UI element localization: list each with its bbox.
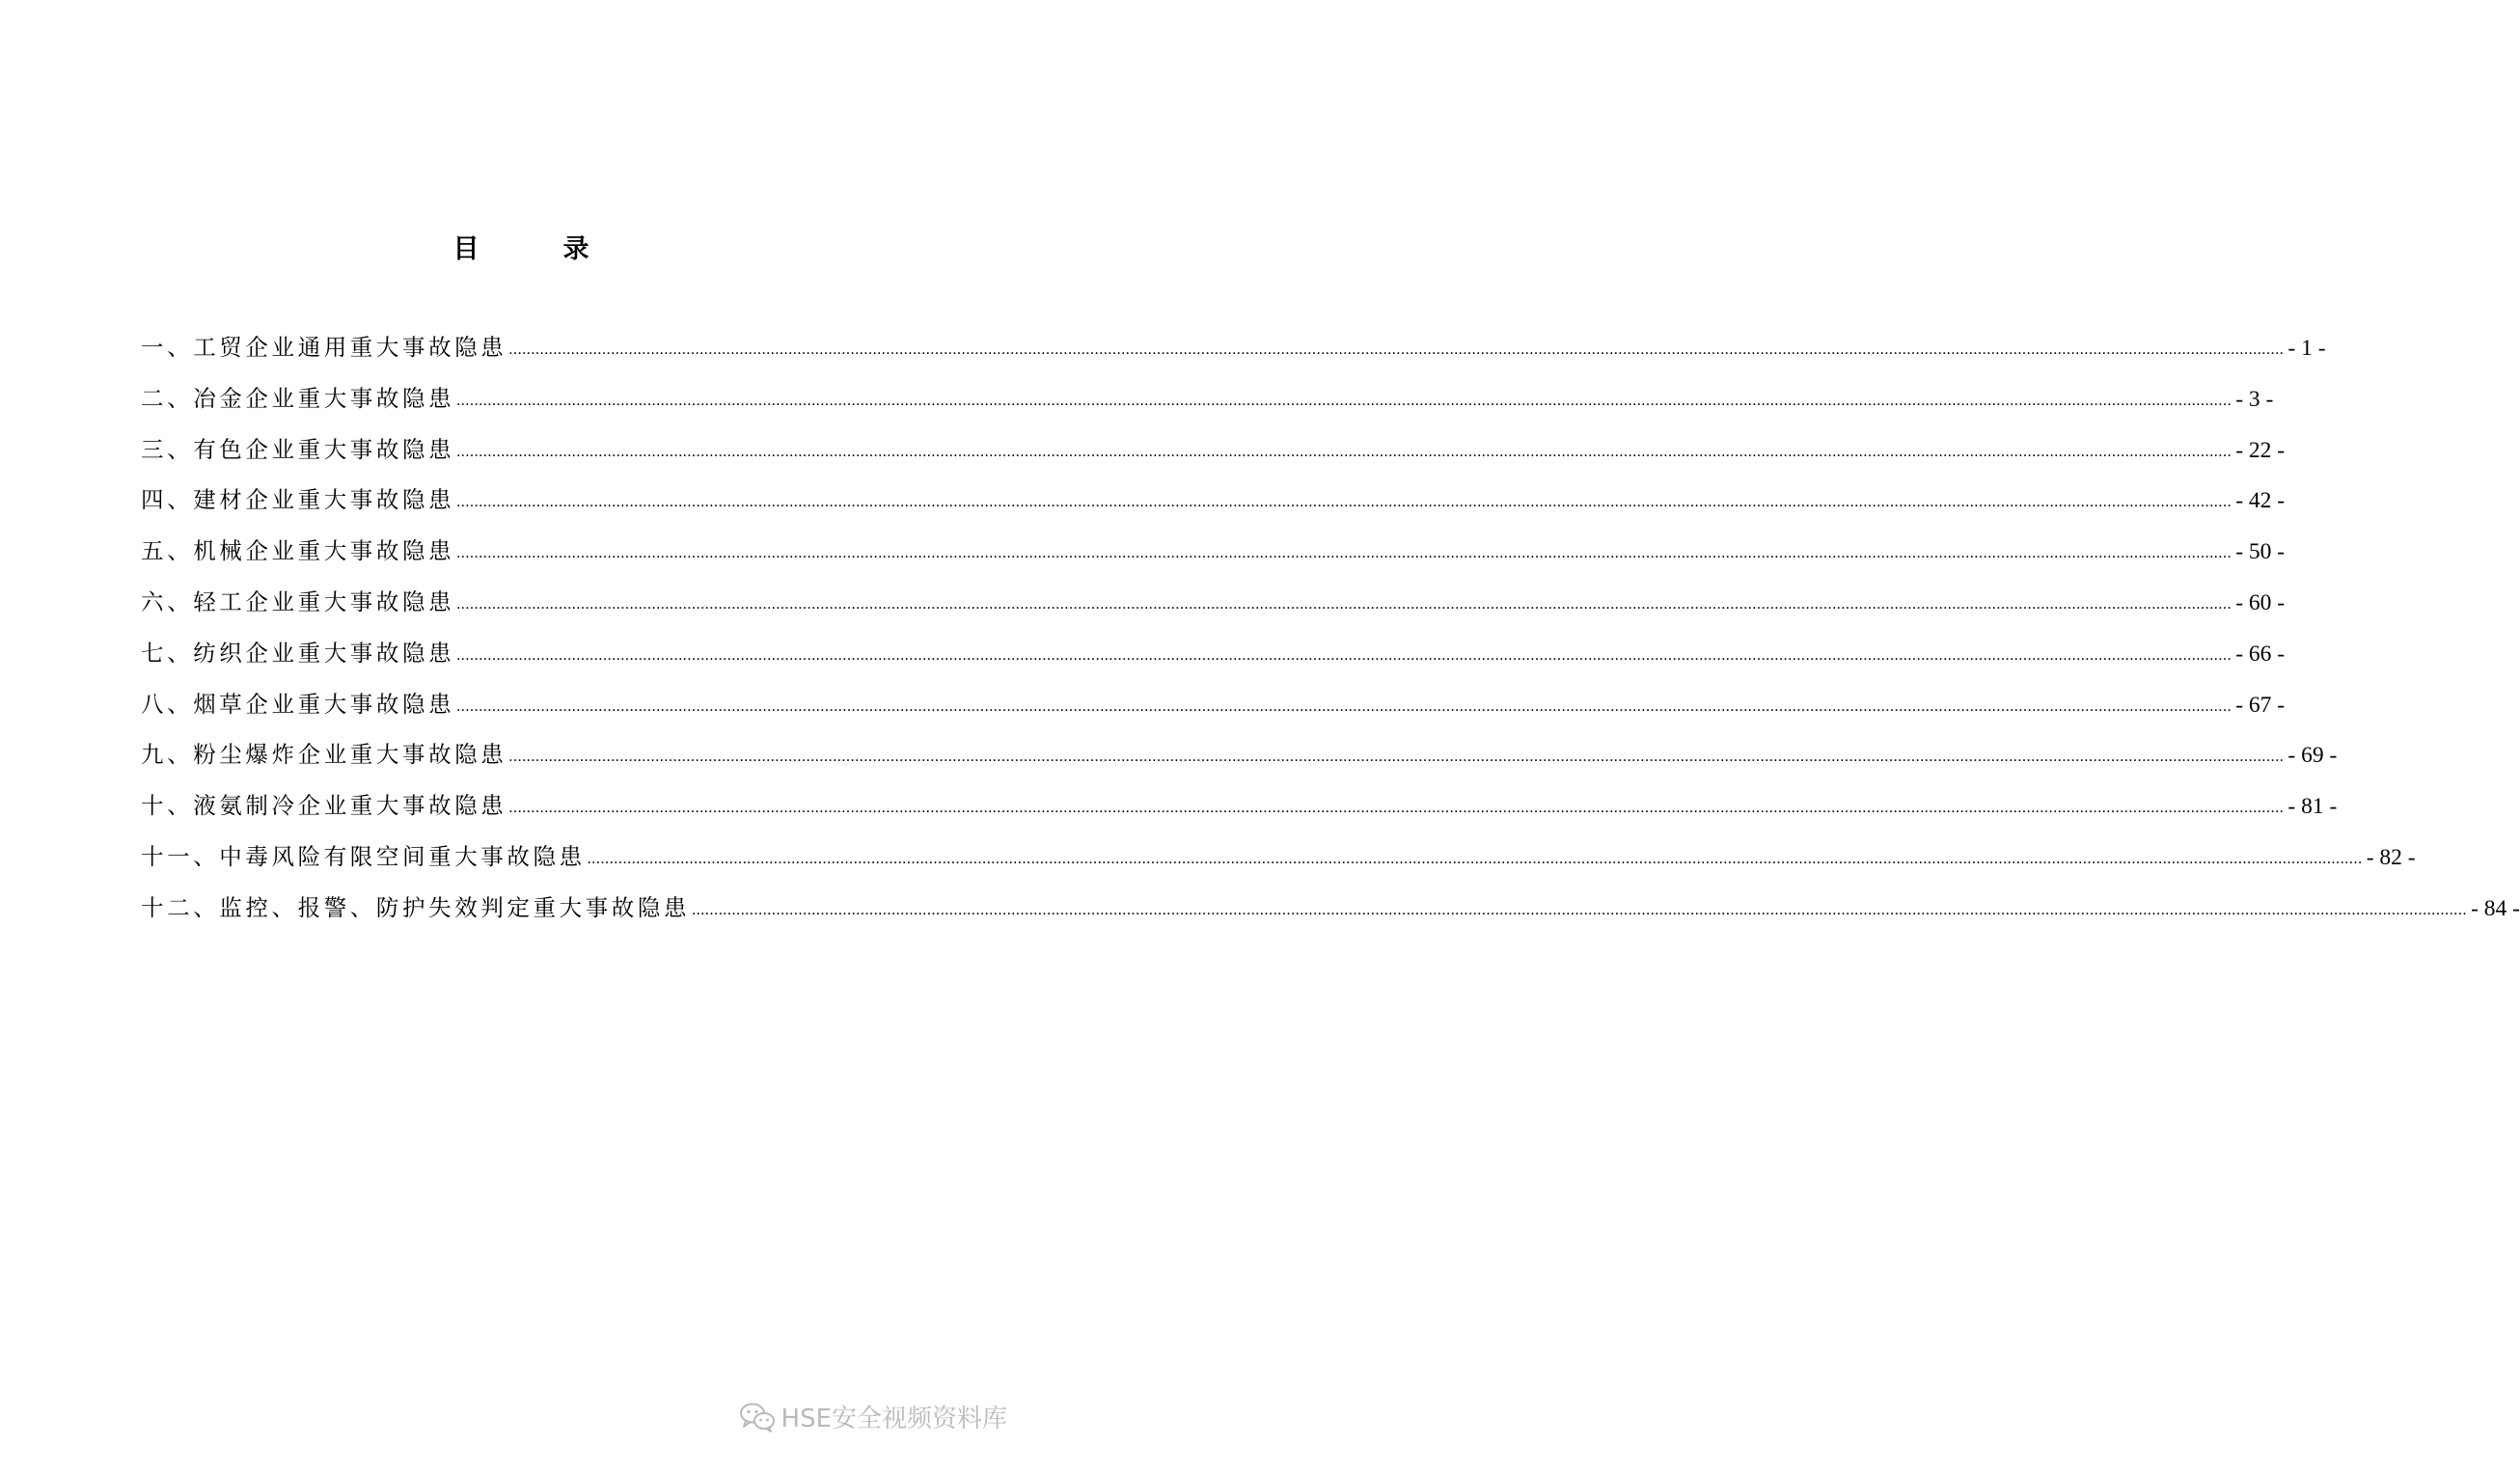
toc-entry[interactable] <box>141 577 2286 628</box>
toc-entry-label: 九、粉尘爆炸企业重大事故隐患 <box>141 741 507 769</box>
toc-entry-page: - 66 - <box>2235 641 2286 667</box>
toc-entry-page: - 84 - <box>2471 895 2520 921</box>
toc-entry[interactable] <box>141 526 2286 577</box>
toc-entry-page: - 3 - <box>2235 386 2274 412</box>
toc-entry[interactable] <box>141 832 2416 883</box>
toc-leader-dots: ................................................................................................................................................................................................................................................................................................................................................................................................................ <box>692 901 2468 918</box>
toc-leader-dots: ................................................................................................................................................................................................................................................................................................................................................................................................................ <box>456 545 2232 562</box>
watermark-text: HSE安全视频资料库 <box>781 1405 1007 1433</box>
toc-entry-page: - 50 - <box>2235 539 2286 565</box>
toc-entry-label: 六、轻工企业重大事故隐患 <box>141 587 455 615</box>
toc-entry[interactable] <box>141 883 2520 934</box>
toc-entry-label: 四、建材企业重大事故隐患 <box>141 486 455 514</box>
toc-list <box>141 322 2520 934</box>
toc-entry-label: 十二、监控、报警、防护失效判定重大事故隐患 <box>141 893 691 921</box>
toc-leader-dots: ................................................................................................................................................................................................................................................................................................................................................................................................................ <box>456 443 2232 460</box>
watermark <box>739 1399 1007 1434</box>
toc-entry-label: 一、工贸企业通用重大事故隐患 <box>141 334 507 361</box>
toc-entry[interactable] <box>141 373 2274 424</box>
wechat-icon <box>739 1402 776 1432</box>
toc-entry[interactable] <box>141 628 2286 679</box>
toc-entry-page: - 42 - <box>2235 488 2286 514</box>
toc-entry[interactable] <box>141 729 2338 780</box>
toc-entry-label: 十、液氨制冷企业重大事故隐患 <box>141 792 507 820</box>
toc-entry-label: 十一、中毒风险有限空间重大事故隐患 <box>141 842 586 870</box>
toc-entry[interactable] <box>141 322 2326 373</box>
toc-entry[interactable] <box>141 424 2286 476</box>
toc-title: 目 录 <box>452 234 618 264</box>
toc-entry-label: 二、冶金企业重大事故隐患 <box>141 384 455 412</box>
toc-entry-page: - 67 - <box>2235 692 2286 718</box>
toc-entry-page: - 1 - <box>2287 336 2326 361</box>
toc-leader-dots: ................................................................................................................................................................................................................................................................................................................................................................................................................ <box>456 697 2232 715</box>
toc-leader-dots: ................................................................................................................................................................................................................................................................................................................................................................................................................ <box>508 749 2285 766</box>
toc-entry[interactable] <box>141 475 2286 526</box>
toc-entry-page: - 22 - <box>2235 437 2286 463</box>
toc-entry-page: - 60 - <box>2235 589 2286 615</box>
toc-leader-dots: ................................................................................................................................................................................................................................................................................................................................................................................................................ <box>587 850 2363 867</box>
toc-entry-label: 七、纺织企业重大事故隐患 <box>141 639 455 667</box>
toc-leader-dots: ................................................................................................................................................................................................................................................................................................................................................................................................................ <box>508 800 2285 817</box>
toc-leader-dots: ................................................................................................................................................................................................................................................................................................................................................................................................................ <box>456 392 2232 409</box>
toc-entry[interactable] <box>141 780 2338 832</box>
toc-leader-dots: ................................................................................................................................................................................................................................................................................................................................................................................................................ <box>508 341 2285 358</box>
toc-leader-dots: ................................................................................................................................................................................................................................................................................................................................................................................................................ <box>456 494 2232 511</box>
toc-leader-dots: ................................................................................................................................................................................................................................................................................................................................................................................................................ <box>456 646 2232 664</box>
toc-entry-page: - 82 - <box>2366 844 2416 870</box>
toc-entry-label: 三、有色企业重大事故隐患 <box>141 435 455 463</box>
toc-entry-label: 八、烟草企业重大事故隐患 <box>141 690 455 718</box>
toc-entry-page: - 69 - <box>2287 743 2338 769</box>
toc-entry-label: 五、机械企业重大事故隐患 <box>141 537 455 565</box>
toc-entry[interactable] <box>141 679 2286 730</box>
toc-entry-page: - 81 - <box>2287 794 2338 820</box>
toc-leader-dots: ................................................................................................................................................................................................................................................................................................................................................................................................................ <box>456 595 2232 613</box>
